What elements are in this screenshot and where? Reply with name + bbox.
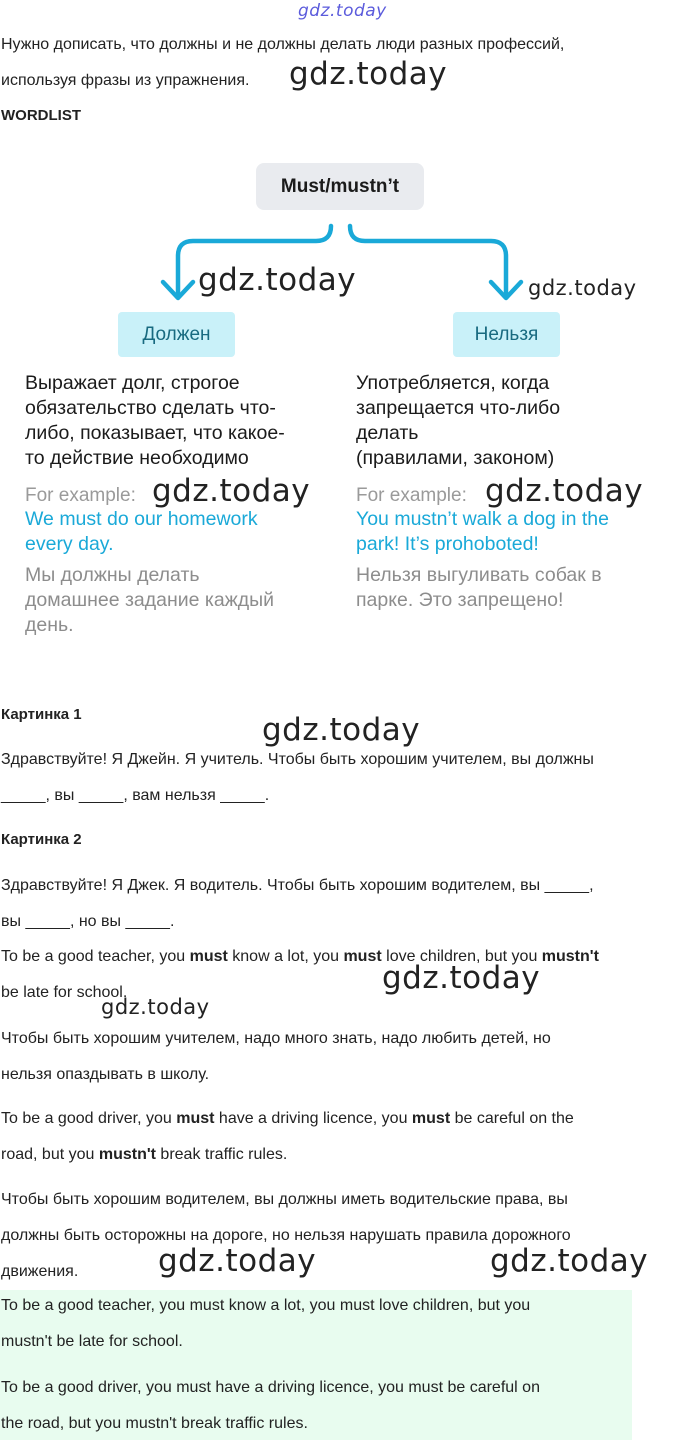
mustnt-example-label: For example: [356, 485, 467, 506]
wordlist-heading: WORDLIST [1, 107, 81, 124]
answer-text: To be a good teacher, you [1, 948, 190, 965]
mustnt-label: Нельзя [453, 312, 560, 357]
must-keyword: must [411, 1110, 451, 1127]
watermark: gdz.today [528, 276, 637, 300]
must-label: Должен [118, 312, 235, 357]
must-description [25, 371, 285, 471]
desc-line: Выражает долг, строгое [25, 372, 240, 394]
must-example-en [25, 507, 258, 557]
desc-line: запрещается что-либо [356, 397, 561, 419]
answer-text: love children, but you [381, 948, 542, 965]
must-example-label: For example: [25, 485, 136, 506]
summary-line-4: the road, but you mustn't break traffic rules. [1, 1415, 308, 1432]
picture1-heading: Картинка 1 [1, 706, 82, 723]
teacher-answer-ru-line-1: Чтобы быть хорошим учителем, надо много знать, надо любить детей, но [1, 1030, 551, 1047]
watermark: gdz.today [382, 960, 541, 996]
picture2-heading: Картинка 2 [1, 831, 82, 848]
picture2-line-2: вы _____, но вы _____. [1, 913, 175, 930]
driver-answer-en-line-1 [1, 1100, 574, 1137]
watermark: gdz.today [152, 473, 311, 509]
desc-line: делать [356, 422, 419, 444]
must-keyword: must [343, 948, 382, 965]
desc-line: то действие необходимо [25, 447, 249, 469]
example-line: домашнее задание каждый [25, 589, 275, 611]
answer-text: have a driving licence, you [214, 1110, 412, 1127]
intro-line-1: Нужно дописать, что должны и не должны делать люди разных профессий, [1, 36, 565, 53]
desc-line: Употребляется, когда [356, 372, 550, 394]
example-line: парке. Это запрещено! [356, 589, 564, 611]
answer-text: break traffic rules. [155, 1146, 288, 1163]
desc-line: либо, показывает, что какое- [25, 422, 285, 444]
must-example-ru [25, 563, 274, 638]
driver-answer-ru-line-3: движения. [1, 1263, 79, 1280]
example-line: Нельзя выгуливать собак в [356, 564, 602, 586]
intro-line-2: используя фразы из упражнения. [1, 72, 250, 89]
must-mustnt-title: Must/mustn’t [256, 163, 424, 210]
summary-line-2: mustn't be late for school. [1, 1333, 183, 1350]
mustnt-example-en [356, 507, 609, 557]
driver-answer-ru-line-1: Чтобы быть хорошим водителем, вы должны иметь водительские права, вы [1, 1191, 568, 1208]
teacher-answer-en-line-2: be late for school. [1, 984, 128, 1001]
watermark: gdz.today [158, 1243, 317, 1279]
picture2-line-1: Здравствуйте! Я Джек. Я водитель. Чтобы быть хорошим водителем, вы _____, [1, 877, 594, 894]
picture1-line-1: Здравствуйте! Я Джейн. Я учитель. Чтобы быть хорошим учителем, вы должны [1, 751, 594, 768]
driver-answer-ru-line-2: должны быть осторожны на дороге, но нельзя нарушать правила дорожного [1, 1227, 571, 1244]
must-keyword: must [189, 948, 228, 965]
example-line: день. [25, 614, 74, 636]
example-line: every day. [25, 533, 114, 555]
driver-answer-en-line-2 [1, 1136, 287, 1173]
answer-text: know a lot, you [227, 948, 344, 965]
watermark: gdz.today [198, 262, 357, 298]
answer-text: To be a good driver, you [1, 1110, 177, 1127]
desc-line: (правилами, законом) [356, 447, 555, 469]
watermark: gdz.today [490, 1243, 649, 1279]
watermark: gdz.today [485, 473, 644, 509]
picture1-line-2: _____, вы _____, вам нельзя _____. [1, 787, 270, 804]
mustnt-example-ru [356, 563, 602, 613]
watermark: gdz.today [289, 56, 448, 92]
desc-line: обязательство сделать что- [25, 397, 276, 419]
mustnt-description [356, 371, 560, 471]
must-keyword: must [176, 1110, 215, 1127]
watermark: gdz.today [101, 995, 210, 1019]
answer-text: be careful on the [450, 1110, 574, 1127]
answer-text: road, but you [1, 1146, 99, 1163]
summary-line-3: To be a good driver, you must have a driving licence, you must be careful on [1, 1379, 540, 1396]
watermark-top: gdz.today [298, 1, 387, 21]
example-line: Мы должны делать [25, 564, 200, 586]
right-arrow-icon [350, 226, 506, 296]
mustnt-keyword: mustn't [541, 948, 599, 965]
example-line: park! It’s prohoboted! [356, 533, 539, 555]
summary-line-1: To be a good teacher, you must know a lot, you must love children, but you [1, 1297, 531, 1314]
watermark: gdz.today [262, 712, 421, 748]
example-line: You mustn’t walk a dog in the [356, 508, 609, 530]
example-line: We must do our homework [25, 508, 258, 530]
mustnt-keyword: mustn't [98, 1146, 156, 1163]
teacher-answer-ru-line-2: нельзя опаздывать в школу. [1, 1066, 210, 1083]
